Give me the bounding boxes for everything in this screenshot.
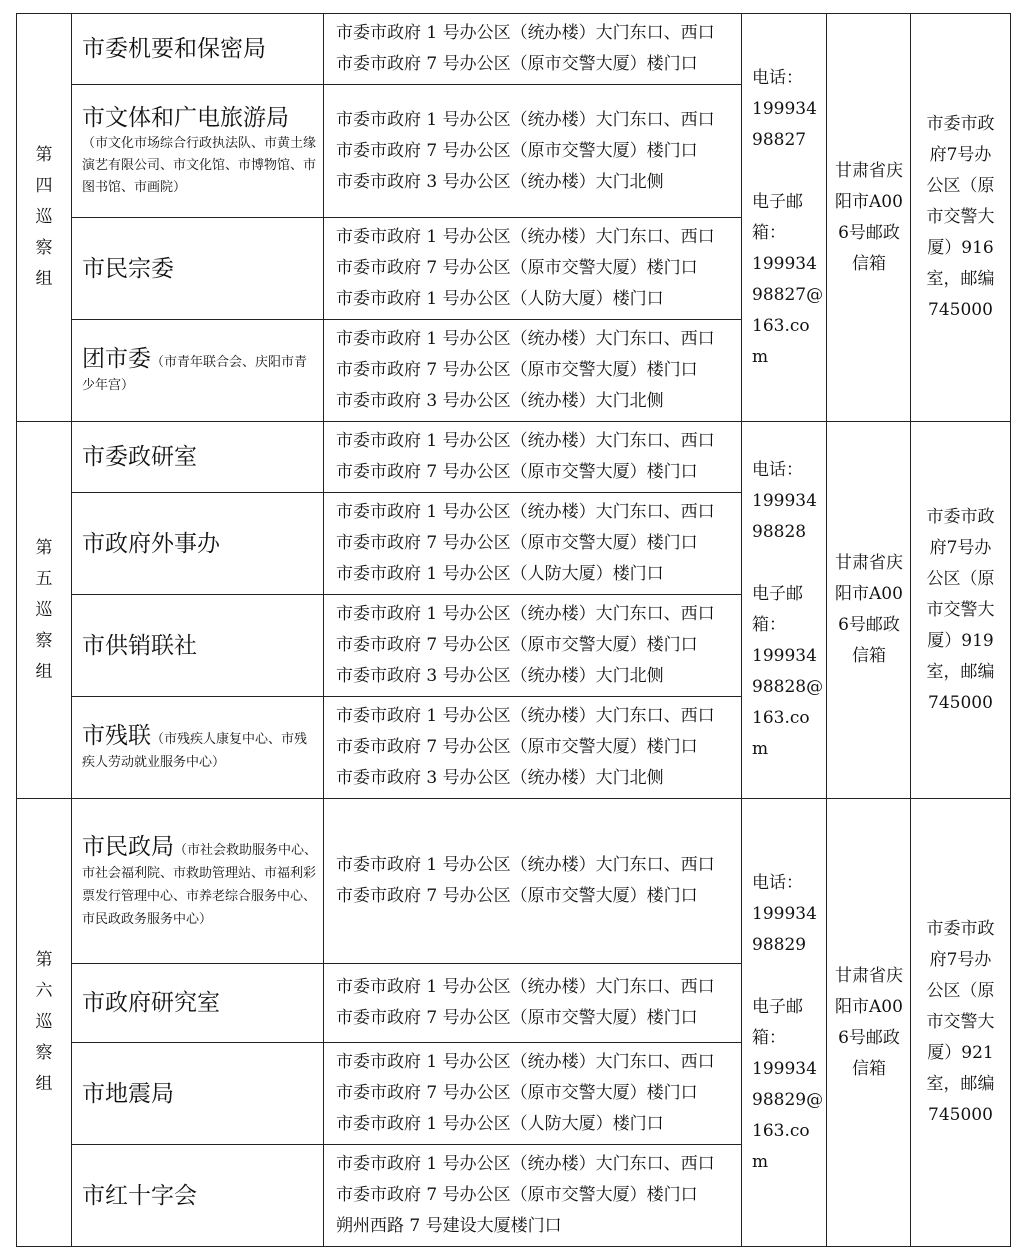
location-line: 市委市政府 1 号办公区（统办楼）大门东口、西口 [336,1154,715,1174]
email-label: 电子邮箱： [752,584,803,635]
location-line: 市委市政府 3 号办公区（统办楼）大门北侧 [336,171,664,192]
location-cell [324,493,742,595]
location-line: 市委市政府 1 号办公区（统办楼）大门东口、西口 [336,502,715,522]
unit-name: 市政府研究室 [82,990,220,1016]
phone-label: 电话： [752,460,803,480]
mailbox-cell [827,799,911,1247]
phone-label: 电话： [752,872,803,893]
mailbox-cell [827,422,911,799]
unit-sub: （市文化市场综合行政执法队、市黄土缘演艺有限公司、市文化馆、市博物馆、市图书馆、市画院） [82,136,317,195]
group-label-cell [17,799,72,1247]
unit-sub: （市社会救助服务中心、市社会福利院、市救助管理站、市福利彩票发行管理中心、市养老综合服务中心、市民政政务服务中心） [82,842,318,927]
location-cell [324,1145,742,1247]
location-line: 市委市政府 7 号办公区（原市交警大厦）楼门口 [336,635,698,655]
group-label: 第五巡察组 [35,537,53,682]
table-row [17,799,1011,964]
unit-cell [72,595,324,697]
phone-number: 19993498829 [752,903,817,955]
location-line: 市委市政府 3 号办公区（统办楼）大门北侧 [336,666,664,686]
visit-cell [911,14,1011,422]
unit-name: 市民政局 [82,833,174,860]
location-line: 市委市政府 7 号办公区（原市交警大厦）楼门口 [336,886,698,906]
visit-address: 市委市政府7号办公区（原市交警大厦）921室，邮编745000 [926,919,995,1125]
unit-name: 市文体和广电旅游局 [82,105,289,131]
contact-cell [742,14,827,422]
phone-label: 电话： [752,67,803,88]
visit-cell [911,422,1011,799]
location-line: 市委市政府 1 号办公区（统办楼）大门东口、西口 [336,1052,715,1072]
group-label-cell [17,422,72,799]
unit-name: 团市委 [82,346,151,372]
location-line: 市委市政府 1 号办公区（统办楼）大门东口、西口 [336,431,715,451]
location-line: 市委市政府 7 号办公区（原市交警大厦）楼门口 [336,737,698,757]
contact-cell [742,799,827,1247]
email-address: 19993498827@163.com [752,253,824,367]
unit-cell [72,320,324,422]
unit-cell [72,218,324,320]
visit-address: 市委市政府7号办公区（原市交警大厦）916室，邮编745000 [926,114,995,320]
email-label: 电子邮箱： [752,191,803,243]
location-cell [324,799,742,964]
location-line: 市委市政府 1 号办公区（人防大厦）楼门口 [336,1114,664,1134]
unit-sub: （市青年联合会、庆阳市青少年宫） [82,355,308,393]
location-line: 市委市政府 3 号办公区（统办楼）大门北侧 [336,768,664,788]
mailbox-cell [827,14,911,422]
location-line: 市委市政府 1 号办公区（统办楼）大门东口、西口 [336,604,715,624]
location-line: 市委市政府 7 号办公区（原市交警大厦）楼门口 [336,1083,698,1103]
location-line: 市委市政府 3 号办公区（统办楼）大门北侧 [336,391,664,411]
location-line: 市委市政府 7 号办公区（原市交警大厦）楼门口 [336,140,698,161]
unit-cell [72,799,324,964]
unit-sub: （市残疾人康复中心、市残疾人劳动就业服务中心） [82,732,308,770]
location-cell [324,14,742,85]
location-cell [324,422,742,493]
location-line: 市委市政府 1 号办公区（统办楼）大门东口、西口 [336,855,715,875]
location-line: 市委市政府 1 号办公区（人防大厦）楼门口 [336,564,664,584]
location-cell [324,218,742,320]
visit-address: 市委市政府7号办公区（原市交警大厦）919室，邮编745000 [926,506,995,713]
location-line: 市委市政府 1 号办公区（统办楼）大门东口、西口 [336,706,715,726]
location-line: 市委市政府 1 号办公区（统办楼）大门东口、西口 [336,977,715,997]
mailbox-address: 甘肃省庆阳市A006号邮政信箱 [835,965,903,1079]
location-line: 市委市政府 1 号办公区（统办楼）大门东口、西口 [336,23,715,43]
location-cell [324,320,742,422]
location-line: 市委市政府 7 号办公区（原市交警大厦）楼门口 [336,1008,698,1028]
unit-name: 市委政研室 [82,444,197,470]
location-line: 市委市政府 7 号办公区（原市交警大厦）楼门口 [336,533,698,553]
unit-cell [72,1145,324,1247]
group-label: 第六巡察组 [35,950,53,1094]
unit-name: 市政府外事办 [82,530,220,557]
unit-name: 市委机要和保密局 [82,36,266,62]
unit-name: 市红十字会 [82,1182,197,1209]
unit-cell [72,422,324,493]
location-line: 市委市政府 7 号办公区（原市交警大厦）楼门口 [336,360,698,380]
location-cell [324,85,742,218]
location-line: 市委市政府 7 号办公区（原市交警大厦）楼门口 [336,54,698,74]
location-line: 市委市政府 1 号办公区（统办楼）大门东口、西口 [336,109,715,130]
location-cell [324,697,742,799]
location-line: 市委市政府 7 号办公区（原市交警大厦）楼门口 [336,1185,698,1205]
group-label-cell [17,14,72,422]
phone-number: 19993498827 [752,98,817,150]
mailbox-address: 甘肃省庆阳市A006号邮政信箱 [835,160,903,274]
location-cell [324,1043,742,1145]
location-cell [324,964,742,1043]
unit-cell [72,14,324,85]
unit-name: 市残联 [82,723,151,749]
table-row [17,14,1011,85]
unit-cell [72,85,324,218]
unit-name: 市民宗委 [82,255,174,282]
unit-cell [72,493,324,595]
unit-cell [72,1043,324,1145]
inspection-table [16,13,1011,1247]
location-line: 市委市政府 1 号办公区（统办楼）大门东口、西口 [336,227,715,247]
location-line: 朔州西路 7 号建设大厦楼门口 [336,1216,562,1236]
location-line: 市委市政府 7 号办公区（原市交警大厦）楼门口 [336,258,698,278]
group-label: 第四巡察组 [35,145,53,289]
unit-cell [72,964,324,1043]
email-address: 19993498828@163.com [752,646,824,759]
unit-cell [72,697,324,799]
location-line: 市委市政府 1 号办公区（人防大厦）楼门口 [336,289,664,309]
unit-name: 市地震局 [82,1080,174,1107]
unit-name: 市供销联社 [82,632,197,659]
location-line: 市委市政府 7 号办公区（原市交警大厦）楼门口 [336,462,698,482]
location-cell [324,595,742,697]
phone-number: 19993498828 [752,491,817,542]
location-line: 市委市政府 1 号办公区（统办楼）大门东口、西口 [336,329,715,349]
email-address: 19993498829@163.com [752,1058,824,1172]
table-row [17,422,1011,493]
mailbox-address: 甘肃省庆阳市A006号邮政信箱 [835,553,903,666]
visit-cell [911,799,1011,1247]
contact-cell [742,422,827,799]
email-label: 电子邮箱： [752,996,803,1048]
